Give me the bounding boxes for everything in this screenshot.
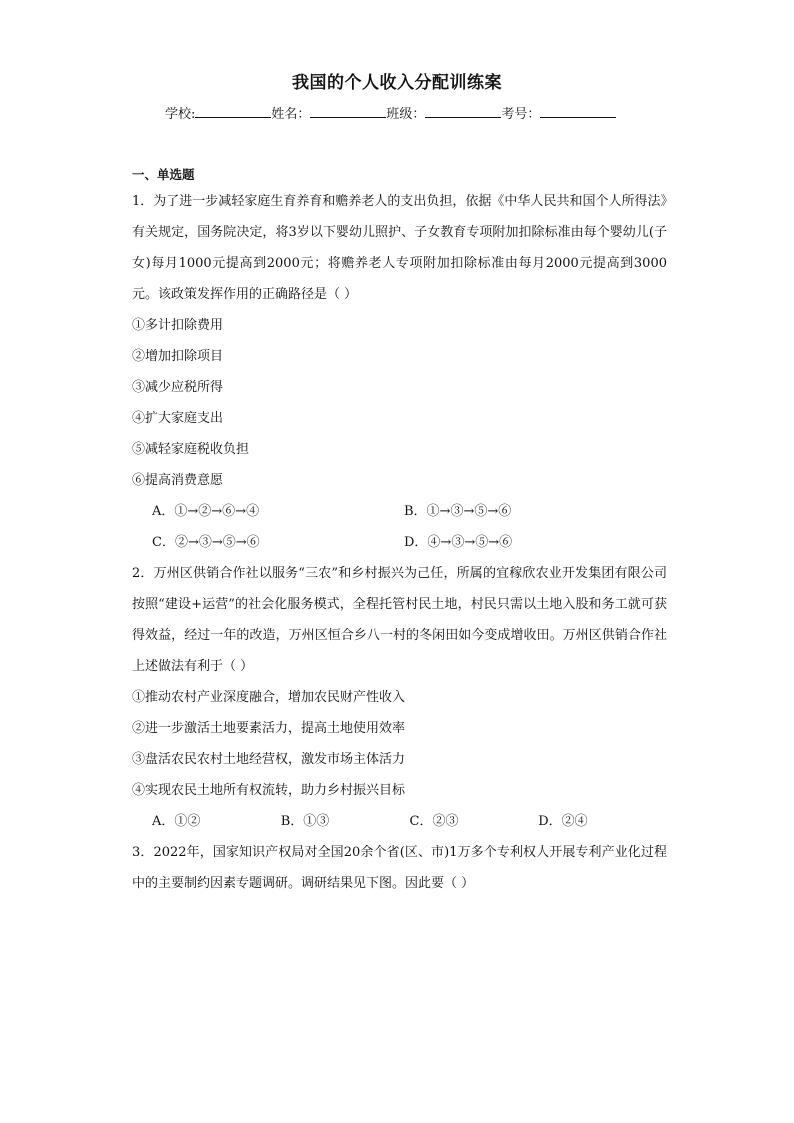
class-blank[interactable] bbox=[425, 105, 501, 118]
name-label: 姓名： bbox=[271, 107, 311, 122]
question-1-option-b[interactable]: B．①→③→⑤→⑥ bbox=[404, 504, 512, 519]
question-3-stem: 3．2022年，国家知识产权局对全国20余个省(区、市)1万多个专利权人开展专利产业化过程中的主要制约因素专题调研。调研结果见下图。因此要（ ） bbox=[132, 845, 667, 891]
question-2-option-a[interactable]: A．①② bbox=[152, 814, 201, 829]
question-2-option-b[interactable]: B．①③ bbox=[280, 814, 330, 829]
question-area bbox=[132, 164, 667, 899]
question-1-item: ②增加扣除项目 bbox=[132, 349, 224, 364]
question-1-options-row bbox=[132, 496, 667, 527]
question-1-item: ①多计扣除费用 bbox=[132, 318, 224, 333]
question-2-item: ③盘活农民农村土地经营权，激发市场主体活力 bbox=[132, 752, 406, 767]
question-1-stem: 1．为了进一步减轻家庭生育养育和赡养老人的支出负担，依据《中华人民共和国个人所得法》有关规定，国务院决定，将3岁以下婴幼儿照护、子女教育专项附加扣除标准由每个婴幼儿(子女)每月1000元提高到2000元；将赡养老人专项附加扣除标准由每月2000元提高到3000元。该政策发挥作用的正确路径是（ ） bbox=[132, 194, 667, 302]
question-1-item: ⑥提高消费意愿 bbox=[132, 473, 224, 488]
school-blank[interactable] bbox=[195, 105, 271, 118]
exam-number-blank[interactable] bbox=[540, 105, 616, 118]
section-heading: 一、单选题 bbox=[132, 167, 195, 182]
question-1-option-a[interactable]: A．①→②→⑥→④ bbox=[152, 504, 260, 519]
question-1-item: ⑤减轻家庭税收负担 bbox=[132, 442, 250, 457]
name-blank[interactable] bbox=[310, 105, 386, 118]
class-label: 班级： bbox=[386, 107, 426, 122]
question-2-item: ②进一步激活土地要素活力，提高土地使用效率 bbox=[132, 721, 406, 736]
question-2-stem: 2．万州区供销合作社以服务“三农”和乡村振兴为己任，所属的宜稼欣农业开发集团有限公司按照“建设+运营”的社会化服务模式，全程托管村民土地，村民只需以土地入股和务工就可获得效益，经过一年的改造，万州区恒合乡八一村的冬闲田如今变成增收田。万州区供销合作社上述做法有利于（ ） bbox=[132, 566, 667, 674]
question-1-option-d[interactable]: D．④→③→⑤→⑥ bbox=[404, 535, 513, 550]
question-2-option-d[interactable]: D．②④ bbox=[538, 814, 588, 829]
exam-number-label: 考号： bbox=[501, 107, 541, 122]
question-1-item: ③减少应税所得 bbox=[132, 380, 224, 395]
question-1-item: ④扩大家庭支出 bbox=[132, 411, 224, 426]
page-title: 我国的个人收入分配训练案 bbox=[292, 73, 502, 93]
question-2-item: ④实现农民土地所有权流转，助力乡村振兴目标 bbox=[132, 783, 406, 798]
question-2-item: ①推动农村产业深度融合，增加农民财产性收入 bbox=[132, 690, 406, 705]
question-2-option-c[interactable]: C．②③ bbox=[409, 814, 459, 829]
question-2-options-row bbox=[132, 806, 667, 837]
school-label: 学校: bbox=[165, 107, 196, 122]
question-1-options-row bbox=[132, 527, 667, 558]
student-info-line bbox=[165, 103, 645, 122]
question-1-option-c[interactable]: C．②→③→⑤→⑥ bbox=[152, 535, 260, 550]
